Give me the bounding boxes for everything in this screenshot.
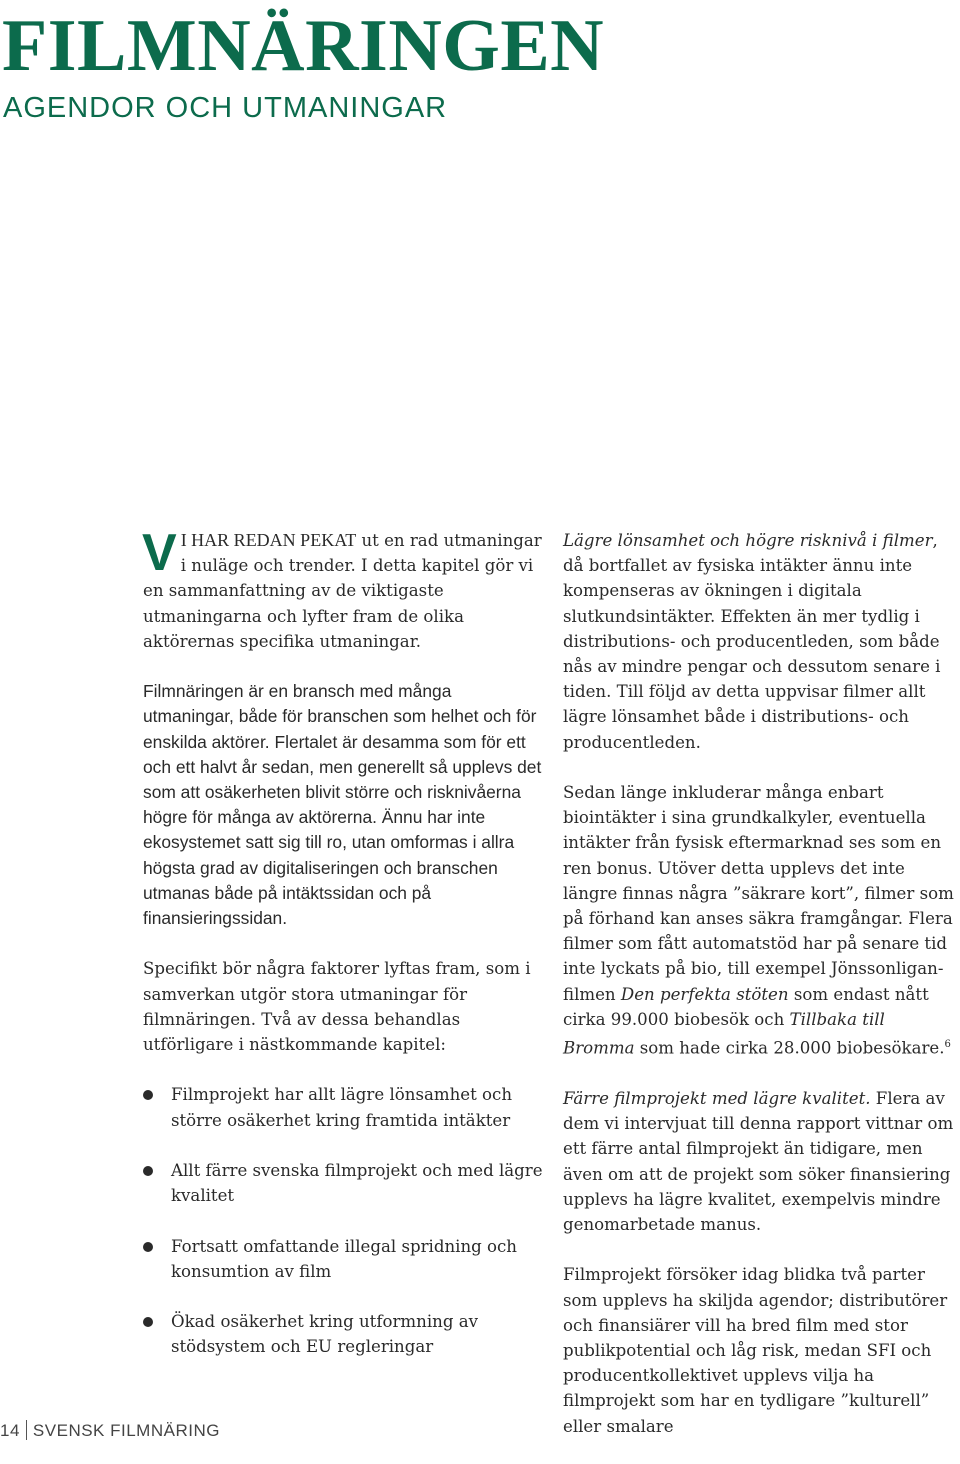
paragraph-fewer-projects: [563, 1086, 960, 1237]
page-title: FILMNÄRINGEN: [2, 5, 605, 87]
page-number: 14: [0, 1421, 20, 1440]
film-title-1: Den perfekta stöten: [620, 984, 789, 1004]
challenge-list: [143, 1082, 543, 1359]
paragraph-factors: Specifikt bör några faktorer lyftas fram, som i samverkan utgör stora utmaningar för filmnäringen. Två av dessa behandlas utförligare i nästkommande kapitel:: [143, 959, 531, 1055]
list-item: Ökad osäkerhet kring utformning av stödsystem och EU regleringar: [143, 1309, 543, 1359]
left-column: [142, 524, 543, 1385]
fewer-projects-heading: Färre filmprojekt med lägre kvalitet.: [563, 1088, 871, 1108]
paragraph-challenges-rest: Flertalet är desamma som för ett och ett halvt år sedan, men generellt så upplevs det som att osäkerheten blivit större och risknivåerna högre för många av aktörerna. Ännu har inte ekosystemet satt sig till ro, utan omformas i allra högsta grad av digitaliseringen och branschen utmanas både på intäktssidan och på finansieringssidan.: [143, 731, 542, 929]
page-footer: [0, 1420, 220, 1442]
paragraph-challenges: [143, 679, 543, 931]
publication-name: SVENSK FILMNÄRING: [32, 1421, 220, 1440]
intro-paragraph: [142, 524, 543, 654]
paragraph-agendas: Filmprojekt försöker idag blidka två parter som upplevs ha skiljda agendor; distributörer och finansiärer vill ha bred film med stor publikpotential och låg risk, medan SFI och producentkollektivet upplevs vilja ha filmprojekt som har en tydligare ”kulturell” eller smalare: [563, 1265, 948, 1436]
box-office-text-c: som hade cirka 28.000 biobesökare.: [634, 1038, 945, 1058]
box-office-text-a: Sedan länge inkluderar många enbart biointäkter i sina grundkalkyler, eventuella intäkter från fysisk eftermarknad ses som en ren bonus. Utöver detta upplevs det inte längre finnas några ”säkrare kort”, filmer som på förhand kan anses säkra framgångar. Flera filmer som fått automatstöd har på senare tid inte lyckats på bio, till exempel Jönssonligan-filmen: [563, 783, 954, 1004]
footnote-marker[interactable]: 6: [944, 1039, 951, 1051]
box-office-text-b: som endast nått cirka 99.000 biobesök och: [563, 984, 929, 1029]
film-title-2: Tillbaka till Bromma: [563, 1009, 885, 1058]
intro-lead: I HAR REDAN PEKAT: [180, 530, 357, 550]
paragraph-profitability: [563, 528, 960, 755]
list-item: Allt färre svenska filmprojekt och med lägre kvalitet: [143, 1158, 543, 1208]
paragraph-challenges-lead: Filmnäringen är en bransch med många utmaningar, både för branschen som helhet och för enskilda aktörer.: [143, 681, 537, 752]
drop-cap: V: [142, 524, 177, 582]
list-item: Filmprojekt har allt lägre lönsamhet och större osäkerhet kring framtida intäkter: [143, 1082, 543, 1132]
intro-text: ut en rad utmaningar i nuläge och trender. I detta kapitel gör vi en sammanfattning av de viktigaste utmaningarna och lyfter fram de olika aktörernas specifika utmaningar.: [143, 531, 542, 651]
paragraph-box-office: [563, 780, 960, 1061]
footer-divider: [26, 1420, 27, 1440]
list-item: Fortsatt omfattande illegal spridning och konsumtion av film: [143, 1234, 543, 1284]
profitability-text: , då bortfallet av fysiska intäkter ännu inte kompenseras av ökningen i digitala slutkundsintäkter. Effekten än mer tydlig i distributions- och producentleden, som både nås av mindre pengar och dessutom senare i tiden. Till följd av detta uppvisar filmer allt lägre lönsamhet både i distributions- och producentleden.: [563, 531, 941, 752]
profitability-heading: Lägre lönsamhet och högre risknivå i filmer: [563, 531, 933, 550]
right-column: [563, 528, 960, 1464]
page-subtitle: AGENDOR OCH UTMANINGAR: [3, 92, 448, 124]
fewer-projects-text: Flera av dem vi intervjuat till denna rapport vittnar om ett färre antal filmprojekt än tidigare, men även om att de projekt som söker finansiering upplevs ha lägre kvalitet, exempelvis mindre genomarbetade manus.: [563, 1088, 954, 1234]
